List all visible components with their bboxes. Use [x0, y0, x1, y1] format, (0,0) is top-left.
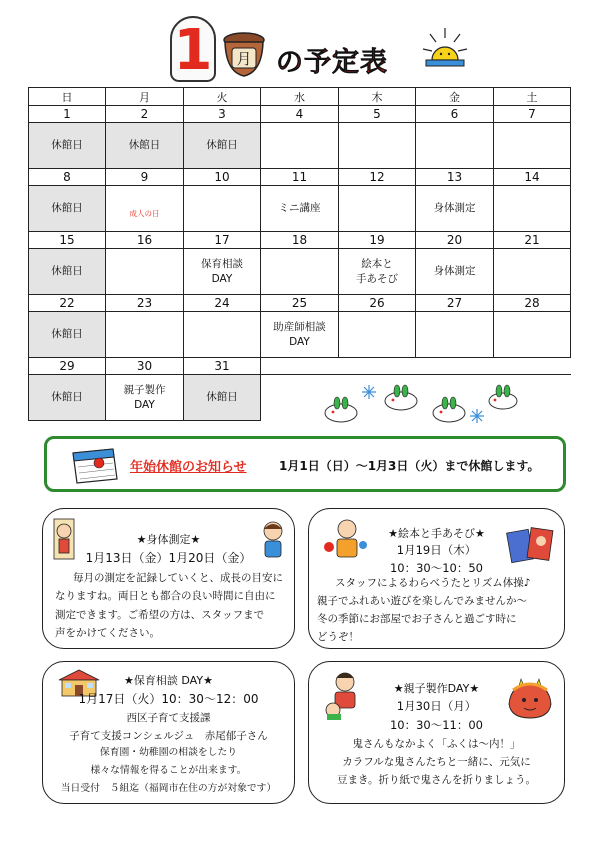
body-line: 毎月の測定を記録していくと、成長の目安に: [73, 572, 283, 584]
date-number-row: [29, 232, 571, 249]
event-text: 休館日: [128, 139, 161, 152]
body-line: 豆まき。折り紙で鬼さんを折りましょう。: [336, 773, 537, 786]
date-number: 22: [29, 295, 106, 312]
info-box-childcare-consultation: [42, 661, 295, 804]
event-text: 休館日: [51, 391, 83, 404]
box-organization: 西区子育て支援課: [126, 712, 211, 724]
body-line: 声をかけてください。: [55, 627, 160, 640]
box-date: 1月19日（木）: [396, 543, 477, 557]
event-text: 休館日: [206, 139, 238, 152]
date-number: 13: [416, 169, 494, 186]
body-line: 様々な情報を得ることが出来ます。: [90, 765, 247, 777]
date-number: 2: [106, 106, 184, 123]
closed-day-cell: [184, 375, 261, 421]
event-row: [29, 249, 571, 295]
closed-day-cell: [106, 123, 184, 169]
date-number: 10: [184, 169, 261, 186]
event-text: ミニ講座: [278, 202, 321, 215]
box-title: ★絵本と手あそび★: [388, 527, 485, 540]
event-cell: [184, 249, 261, 295]
event-text: DAY: [289, 335, 310, 348]
event-cell: [106, 312, 184, 358]
date-number-row: [29, 106, 571, 123]
event-cell: [494, 249, 571, 295]
body-line: 冬の季節にお部屋でお子さんと過ごす時に: [317, 612, 517, 625]
event-cell: [106, 249, 184, 295]
event-text: 休館日: [51, 139, 83, 152]
event-text: 身体測定: [433, 265, 476, 278]
date-number: 26: [339, 295, 416, 312]
date-number: 18: [261, 232, 339, 249]
date-number: 11: [261, 169, 339, 186]
box-datetime: 1月17日（火）10：30～12：00: [78, 692, 259, 706]
month-kanji: 月: [236, 50, 252, 68]
date-number: 19: [339, 232, 416, 249]
weekday-header-row: [29, 88, 571, 106]
date-number: 25: [261, 295, 339, 312]
event-cell: [261, 249, 339, 295]
event-cell: [416, 312, 494, 358]
date-number-row: [29, 358, 571, 375]
month-number: 1: [170, 16, 216, 82]
holiday-label: 成人の日: [129, 209, 160, 219]
date-number: 1: [29, 106, 106, 123]
box-body: [43, 744, 294, 798]
event-cell: [339, 249, 416, 295]
date-number: 31: [184, 358, 261, 375]
weekday-label: 日: [29, 88, 106, 106]
box-body: [309, 736, 564, 790]
date-number: 27: [416, 295, 494, 312]
date-number: 24: [184, 295, 261, 312]
date-number: 3: [184, 106, 261, 123]
date-number: 8: [29, 169, 106, 186]
event-cell: [339, 312, 416, 358]
event-row: [29, 375, 571, 421]
page-title: の予定表: [276, 47, 388, 78]
body-line: どうぞ！: [317, 630, 359, 643]
event-cell: [416, 249, 494, 295]
date-number: 17: [184, 232, 261, 249]
event-cell: [261, 123, 339, 169]
date-number: 21: [494, 232, 571, 249]
date-number: 28: [494, 295, 571, 312]
event-text: DAY: [134, 398, 155, 411]
event-cell: [261, 312, 339, 358]
date-number-row: [29, 295, 571, 312]
event-row: [29, 186, 571, 232]
date-number: 15: [29, 232, 106, 249]
box-date: 1月13日（金）1月20日（金）: [85, 551, 252, 565]
closure-notice: [44, 436, 566, 492]
box-date: 1月30日（月）: [396, 699, 477, 713]
event-cell: [416, 123, 494, 169]
date-number: 12: [339, 169, 416, 186]
date-number: 20: [416, 232, 494, 249]
date-number: 5: [339, 106, 416, 123]
date-number: 7: [494, 106, 571, 123]
event-cell: [339, 123, 416, 169]
weekday-label: 土: [494, 88, 571, 106]
date-number: 14: [494, 169, 571, 186]
body-line: 測定できます。ご希望の方は、スタッフまで: [55, 608, 265, 621]
body-line: 当日受付 ５組迄（福岡市在住の方が対象です）: [60, 783, 277, 795]
event-cell: [106, 186, 184, 232]
body-line: 保育園・幼稚園の相談をしたり: [99, 747, 238, 758]
box-time: 10：30～10：50: [389, 561, 484, 575]
body-line: 鬼さんもなかよく「ふくは～内！」: [352, 738, 521, 750]
event-text: DAY: [211, 272, 233, 285]
sun-icon: [420, 24, 470, 74]
pot-icon: [222, 28, 266, 80]
event-text: 休館日: [51, 265, 83, 278]
info-box-body-measurement: [42, 508, 295, 649]
closed-day-cell: [29, 375, 106, 421]
event-text: 保育相談: [201, 258, 243, 271]
body-line: カラフルな鬼さんたちと一緒に、元気に: [342, 755, 531, 768]
info-box-picture-books: [308, 508, 565, 649]
weekday-label: 水: [261, 88, 339, 106]
closed-day-cell: [29, 186, 106, 232]
date-number: 30: [106, 358, 184, 375]
weekday-label: 火: [184, 88, 261, 106]
body-line: 親子でふれあい遊びを楽しんでみませんか～: [317, 594, 527, 607]
closed-day-cell: [29, 249, 106, 295]
event-cell: [106, 375, 184, 421]
date-number: 16: [106, 232, 184, 249]
event-row: [29, 123, 571, 169]
event-cell: [261, 186, 339, 232]
event-text: 親子製作: [123, 384, 166, 397]
calendar-icon: [69, 445, 121, 485]
date-number: 9: [106, 169, 184, 186]
weekday-label: 木: [339, 88, 416, 106]
date-number: 6: [416, 106, 494, 123]
date-number: 29: [29, 358, 106, 375]
event-cell: [494, 312, 571, 358]
event-text: 休館日: [51, 328, 83, 341]
closed-day-cell: [29, 312, 106, 358]
box-title: ★保育相談 DAY★: [124, 674, 213, 687]
event-cell: [494, 123, 571, 169]
weekday-label: 月: [106, 88, 184, 106]
decoration-cell: [261, 375, 571, 421]
event-cell: [184, 312, 261, 358]
body-line: スタッフによるわらべうたとリズム体操♪: [335, 577, 531, 589]
date-number-row: [29, 169, 571, 186]
box-title: ★親子製作DAY★: [393, 682, 480, 695]
box-time: 10：30～11：00: [389, 718, 484, 732]
event-text: 休館日: [51, 202, 83, 215]
date-number: 23: [106, 295, 184, 312]
notice-text: 1月1日（日）～1月3日（火）まで休館します。: [279, 459, 540, 473]
snowflake-icon: [362, 385, 484, 423]
event-cell: [416, 186, 494, 232]
date-number: 4: [261, 106, 339, 123]
event-text: 身体測定: [433, 202, 476, 215]
closed-day-cell: [29, 123, 106, 169]
event-cell: [184, 186, 261, 232]
event-text: 絵本と: [361, 258, 393, 271]
page-header: [0, 0, 595, 88]
box-title: ★身体測定★: [136, 533, 201, 546]
box-body: [317, 575, 531, 646]
event-text: 助産師相談: [273, 321, 326, 334]
event-cell: [494, 186, 571, 232]
body-line: なりますね。両日とも都合の良い時間に自由に: [55, 590, 276, 603]
weekday-label: 金: [416, 88, 494, 106]
event-cell: [339, 186, 416, 232]
event-row: [29, 312, 571, 358]
notice-title: 年始休館のお知らせ: [130, 460, 247, 475]
closed-day-cell: [184, 123, 261, 169]
event-text: 休館日: [206, 391, 238, 404]
event-text: 手あそび: [356, 272, 398, 285]
info-box-parent-child-craft: [308, 661, 565, 804]
box-body: [55, 569, 283, 643]
box-person: 子育て支援コンシェルジュ 赤尾郁子さん: [69, 730, 268, 742]
snow-rabbit-icon: [321, 381, 521, 429]
monthly-calendar: [28, 87, 571, 421]
